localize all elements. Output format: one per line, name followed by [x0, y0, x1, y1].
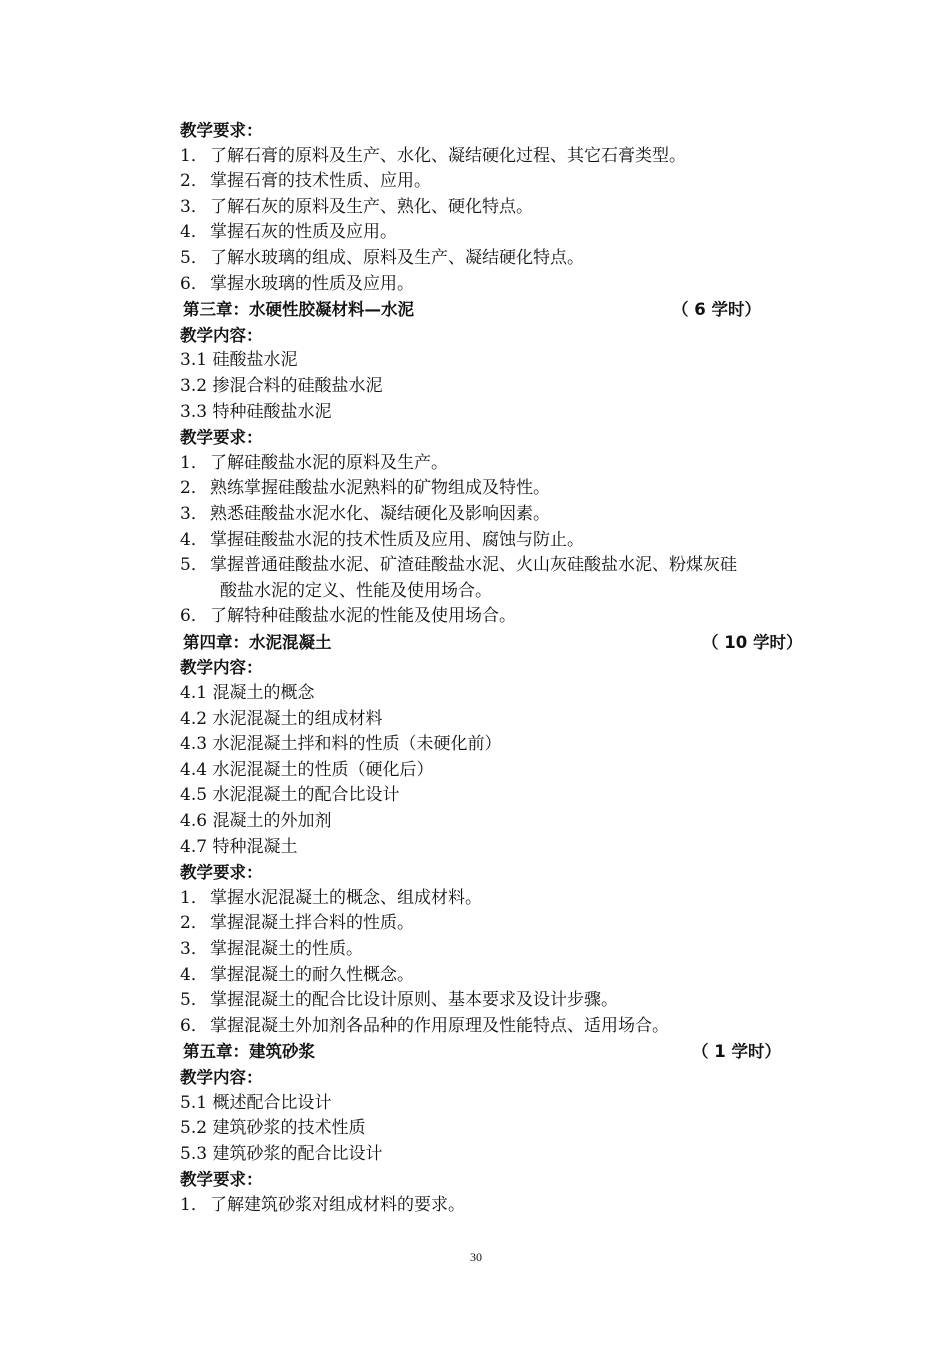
list-item [180, 195, 820, 221]
list-item [180, 886, 820, 912]
list-item-number: 1． [180, 452, 208, 473]
list-item-number: 5． [180, 555, 208, 576]
section-heading: 教学要求： [180, 863, 263, 883]
content-item: 4.6 混凝土的外加剂 [180, 811, 332, 832]
list-item-continuation: 酸盐水泥的定义、性能及使用场合。 [220, 580, 492, 601]
chapter-title [180, 1039, 820, 1065]
list-item [180, 272, 820, 298]
list-item-number: 6． [180, 273, 208, 294]
list-item-number: 3． [180, 196, 208, 217]
list-item-number: 6． [180, 606, 208, 627]
list-item [180, 553, 820, 579]
chapter-hours: （ 1 学时） [692, 1042, 781, 1062]
content-item: 3.3 特种硅酸盐水泥 [180, 401, 332, 422]
list-item-text: 了解石膏的原料及生产、水化、凝结硬化过程、其它石膏类型。 [210, 145, 686, 166]
content-item: 3.1 硅酸盐水泥 [180, 350, 298, 371]
list-item [180, 937, 820, 963]
list-item-number: 1． [180, 145, 208, 166]
list-item-number: 3． [180, 939, 208, 959]
content-item: 4.5 水泥混凝土的配合比设计 [180, 785, 400, 806]
list-item [180, 144, 820, 170]
list-item-text: 掌握混凝土外加剂各品种的作用原理及性能特点、适用场合。 [210, 1015, 669, 1036]
list-item-text: 了解水玻璃的组成、原料及生产、凝结硬化特点。 [210, 247, 584, 268]
list-item-text: 掌握普通硅酸盐水泥、矿渣硅酸盐水泥、火山灰硅酸盐水泥、粉煤灰硅 [210, 555, 737, 576]
list-item-text: 掌握硅酸盐水泥的技术性质及应用、腐蚀与防止。 [210, 529, 584, 550]
chapter-title-text: 第五章：建筑砂浆 [183, 1042, 315, 1062]
list-item [180, 963, 820, 989]
list-item [180, 988, 820, 1014]
list-item [180, 220, 820, 246]
list-item-number: 4． [180, 529, 208, 550]
list-item-text: 掌握水泥混凝土的概念、组成材料。 [210, 887, 482, 908]
page-number: 30 [470, 1250, 482, 1264]
list-item-number: 4． [180, 964, 208, 985]
section-heading: 教学要求： [180, 1170, 263, 1190]
list-item [180, 1193, 820, 1219]
content-item: 4.3 水泥混凝土拌和料的性质（未硬化前） [180, 734, 502, 755]
list-item [180, 604, 820, 630]
section-heading: 教学内容： [180, 1067, 263, 1087]
list-item [180, 528, 820, 554]
list-item-text: 掌握混凝土的耐久性概念。 [210, 964, 414, 985]
content-item: 5.3 建筑砂浆的配合比设计 [180, 1143, 383, 1164]
list-item-number: 2． [180, 478, 208, 499]
section-heading: 教学要求： [180, 121, 263, 140]
list-item-text: 掌握石膏的技术性质、应用。 [210, 171, 431, 192]
list-item-text: 掌握混凝土拌合料的性质。 [210, 913, 414, 934]
content-item: 4.2 水泥混凝土的组成材料 [180, 708, 383, 729]
list-item-number: 5． [180, 247, 208, 268]
list-item [180, 451, 820, 477]
list-item [180, 911, 820, 937]
content-item: 3.2 掺混合料的硅酸盐水泥 [180, 375, 383, 396]
chapter-title-text: 第四章：水泥混凝土 [183, 632, 332, 652]
list-item [180, 246, 820, 272]
chapter-title [180, 630, 820, 656]
content-item: 4.1 混凝土的概念 [180, 683, 315, 704]
list-item-text: 熟练掌握硅酸盐水泥熟料的矿物组成及特性。 [210, 478, 550, 499]
list-item-text: 熟悉硅酸盐水泥水化、凝结硬化及影响因素。 [210, 503, 550, 524]
list-item-number: 1． [180, 887, 208, 908]
list-item [180, 476, 820, 502]
list-item-number: 5． [180, 990, 208, 1011]
list-item-text: 掌握水玻璃的性质及应用。 [210, 273, 414, 294]
list-item [180, 1014, 820, 1040]
list-item [180, 502, 820, 528]
list-item-number: 3． [180, 503, 208, 524]
chapter-hours: （ 10 学时） [702, 632, 803, 652]
content-item: 4.7 特种混凝土 [180, 836, 298, 857]
list-item-number: 4． [180, 222, 208, 243]
content-item: 5.1 概述配合比设计 [180, 1092, 332, 1113]
section-heading: 教学内容： [180, 325, 263, 345]
list-item-text: 了解特种硅酸盐水泥的性能及使用场合。 [210, 606, 516, 627]
chapter-title-text: 第三章：水硬性胶凝材料—水泥 [183, 300, 414, 320]
list-item-number: 1． [180, 1194, 208, 1215]
list-item-text: 掌握混凝土的性质。 [210, 939, 363, 959]
list-item-text: 掌握石灰的性质及应用。 [210, 222, 397, 243]
content-item: 5.2 建筑砂浆的技术性质 [180, 1118, 366, 1139]
section-heading: 教学要求： [180, 428, 263, 448]
list-item-text: 了解硅酸盐水泥的原料及生产。 [210, 452, 448, 473]
list-item [180, 169, 820, 195]
section-heading: 教学内容： [180, 658, 263, 678]
list-item-number: 6． [180, 1015, 208, 1036]
chapter-title [180, 297, 820, 323]
list-item-text: 掌握混凝土的配合比设计原则、基本要求及设计步骤。 [210, 990, 618, 1011]
list-item-text: 了解石灰的原料及生产、熟化、硬化特点。 [210, 196, 533, 217]
list-item-number: 2． [180, 171, 208, 192]
document-body [180, 118, 820, 1219]
list-item-text: 了解建筑砂浆对组成材料的要求。 [210, 1194, 465, 1215]
content-item: 4.4 水泥混凝土的性质（硬化后） [180, 759, 434, 780]
chapter-hours: （ 6 学时） [672, 300, 761, 320]
list-item-number: 2． [180, 913, 208, 934]
